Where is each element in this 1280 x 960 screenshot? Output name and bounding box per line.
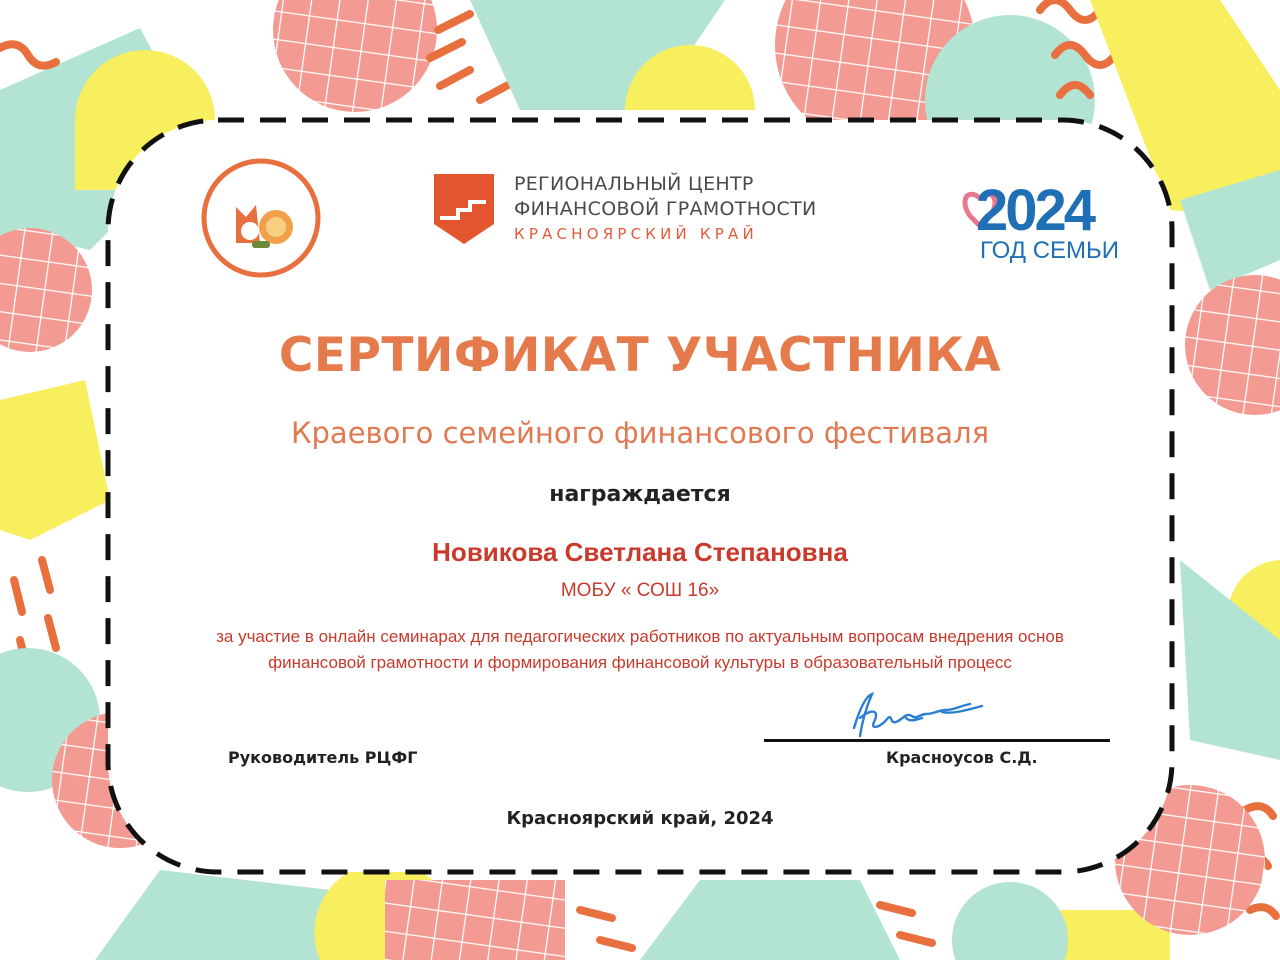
footer-place-year: Красноярский край, 2024 [506, 808, 774, 829]
signatory-role: Руководитель РЦФГ [228, 748, 418, 767]
recipient-name: Новикова Светлана Степановна [432, 537, 848, 567]
year-logo-caption: ГОД СЕМЬИ [980, 237, 1120, 264]
regional-center-logo [434, 168, 854, 248]
recipient-organization: МОБУ « СОШ 16» [560, 580, 720, 601]
award-reason-line2: финансовой грамотности и формирования финансовой культуры в образовательный процесс [268, 653, 1012, 672]
certificate-subtitle: Краевого семейного финансового фестиваля [290, 416, 990, 450]
awarded-label: награждается [549, 482, 731, 507]
year-logo-year: 2024 [976, 178, 1094, 243]
center-logo-line2: ФИНАНСОВОЙ ГРАМОТНОСТИ [514, 198, 817, 220]
festival-logo [200, 157, 322, 279]
award-reason-line1: за участие в онлайн семинарах для педагогических работников по актуальным вопросам внедрения основ [216, 627, 1064, 646]
handwritten-signature [846, 688, 990, 746]
certificate-title: СЕРТИФИКАТ УЧАСТНИКА [278, 328, 1002, 383]
award-reason [140, 624, 1140, 676]
center-logo-line1: РЕГИОНАЛЬНЫЙ ЦЕНТР [514, 173, 754, 195]
year-of-family-logo [960, 168, 1120, 264]
center-emblem-icon [434, 174, 494, 244]
center-logo-line3: КРАСНОЯРСКИЙ КРАЙ [514, 225, 758, 243]
signatory-name: Красноусов С.Д. [886, 748, 1038, 767]
